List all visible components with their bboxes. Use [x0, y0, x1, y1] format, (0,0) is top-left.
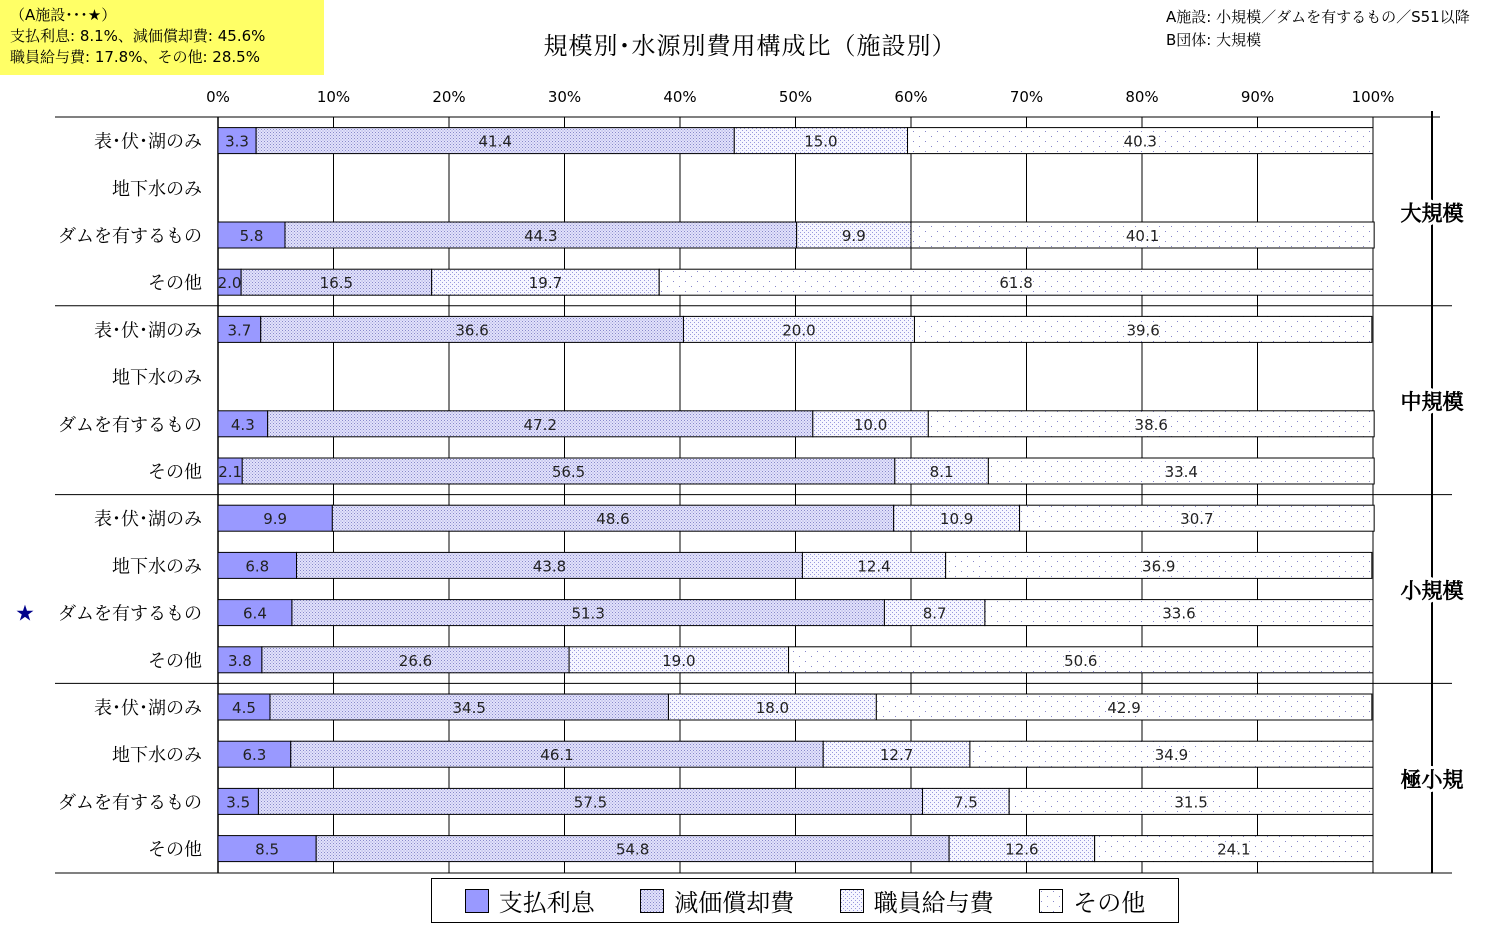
category-label: その他	[148, 839, 202, 861]
data-label: 4.5	[232, 699, 256, 717]
data-label: 26.6	[398, 651, 433, 670]
category-label: 地下水のみ	[112, 556, 202, 578]
data-label: 47.2	[523, 415, 557, 434]
data-label: 39.6	[1126, 321, 1160, 340]
data-label: 54.8	[615, 840, 650, 859]
legend	[431, 878, 1179, 923]
data-label: 61.8	[999, 274, 1033, 293]
x-tick-label: 40%	[663, 88, 697, 106]
legend-label-interest: 支払利息	[498, 889, 595, 917]
data-label: 40.1	[1125, 227, 1160, 245]
data-label: 5.8	[239, 227, 264, 245]
legend-label-depreciation: 減価償却費	[674, 889, 795, 917]
data-label: 3.3	[225, 132, 249, 151]
star-marker: ★	[15, 601, 35, 627]
data-label: 8.7	[922, 604, 947, 623]
data-label: 33.4	[1164, 463, 1198, 481]
data-label: 36.6	[455, 321, 489, 340]
group-label: 中規模	[1400, 390, 1464, 415]
group-label: 大規模	[1400, 201, 1464, 226]
category-label: 表･伏･湖のみ	[94, 131, 202, 153]
category-label: 地下水のみ	[112, 367, 202, 389]
data-label: 50.6	[1064, 651, 1098, 670]
category-label: ダムを有するもの	[58, 414, 202, 436]
data-label: 41.4	[478, 132, 512, 151]
subtitle-line-1: A施設: 小規模／ダムを有するもの／S51以降	[1166, 8, 1470, 26]
data-label: 8.5	[255, 840, 280, 859]
x-tick-label: 70%	[1009, 88, 1044, 106]
data-label: 3.5	[226, 793, 251, 812]
data-label: 42.9	[1107, 699, 1141, 717]
data-label: 12.4	[857, 557, 891, 576]
data-label: 3.7	[227, 321, 252, 340]
data-label: 6.4	[243, 604, 267, 623]
data-label: 10.9	[939, 510, 974, 529]
data-label: 34.5	[452, 699, 486, 717]
data-label: 7.5	[953, 793, 978, 812]
data-label: 9.9	[263, 510, 288, 529]
data-label: 56.5	[551, 463, 586, 481]
legend-swatch-interest	[465, 889, 489, 913]
data-label: 33.6	[1162, 604, 1196, 623]
data-label: 38.6	[1134, 415, 1168, 434]
x-tick-label: 10%	[316, 88, 351, 106]
category-label: ダムを有するもの	[58, 226, 202, 247]
legend-swatch-depreciation	[640, 889, 664, 913]
category-label: ダムを有するもの	[58, 792, 202, 814]
data-label: 19.0	[662, 651, 696, 670]
data-label: 24.1	[1217, 840, 1251, 859]
data-label: 12.7	[879, 746, 914, 765]
legend-swatch-other	[1039, 889, 1063, 913]
category-label: 地下水のみ	[112, 745, 202, 767]
x-tick-label: 30%	[547, 88, 582, 106]
data-label: 2.1	[218, 463, 243, 481]
x-tick-label: 60%	[894, 88, 928, 106]
data-label: 57.5	[573, 793, 608, 812]
category-label: 表･伏･湖のみ	[94, 509, 202, 531]
x-tick-label: 0%	[206, 88, 230, 106]
data-label: 6.3	[242, 746, 267, 765]
data-label: 10.0	[853, 415, 888, 434]
x-tick-label: 50%	[778, 88, 813, 106]
data-label: 18.0	[755, 699, 790, 717]
data-label: 43.8	[532, 557, 567, 576]
data-label: 31.5	[1174, 793, 1208, 812]
data-label: 46.1	[540, 746, 574, 765]
x-tick-label: 90%	[1240, 88, 1275, 106]
legend-label-other: その他	[1073, 889, 1146, 917]
annotation-line-1: （A施設･･･★）	[10, 6, 117, 24]
data-label: 20.0	[782, 321, 816, 340]
data-label: 51.3	[571, 604, 605, 623]
data-label: 40.3	[1123, 132, 1157, 151]
data-label: 44.3	[524, 227, 558, 245]
data-label: 3.8	[228, 651, 252, 670]
legend-item-other	[1039, 883, 1145, 918]
data-label: 36.9	[1142, 557, 1176, 576]
subtitle-line-2: B団体: 大規模	[1166, 31, 1262, 49]
data-label: 4.3	[230, 415, 255, 434]
x-tick-label: 20%	[432, 88, 466, 106]
annotation-line-3: 職員給与費: 17.8%、その他: 28.5%	[10, 48, 260, 66]
category-label: 表･伏･湖のみ	[94, 320, 202, 342]
legend-item-depreciation	[640, 883, 794, 918]
data-label: 19.7	[528, 274, 563, 293]
data-label: 34.9	[1154, 746, 1189, 765]
category-label: その他	[148, 462, 202, 483]
data-label: 8.1	[929, 463, 954, 481]
legend-item-salary	[840, 883, 994, 918]
data-label: 12.6	[1005, 840, 1039, 859]
group-label: 小規模	[1400, 579, 1464, 603]
x-tick-label: 100%	[1351, 88, 1395, 106]
chart-title: 規模別･水源別費用構成比（施設別）	[543, 32, 957, 60]
category-label: 表･伏･湖のみ	[94, 698, 202, 719]
legend-swatch-salary	[840, 889, 864, 913]
data-label: 16.5	[319, 274, 354, 293]
category-label: 地下水のみ	[112, 178, 202, 200]
x-tick-label: 80%	[1125, 88, 1159, 106]
category-label: その他	[148, 273, 202, 295]
legend-label-salary: 職員給与費	[873, 889, 994, 917]
data-label: 15.0	[804, 132, 838, 151]
group-label: 極小規	[1400, 767, 1464, 792]
data-label: 2.0	[217, 274, 242, 293]
data-label: 48.6	[596, 510, 630, 529]
data-label: 9.9	[841, 227, 866, 245]
category-label: ダムを有するもの	[58, 603, 202, 625]
data-label: 6.8	[245, 557, 270, 576]
category-label: その他	[148, 650, 202, 672]
legend-item-interest	[465, 883, 595, 918]
annotation-line-2: 支払利息: 8.1%、減価償却費: 45.6%	[10, 27, 266, 45]
data-label: 30.7	[1180, 510, 1214, 529]
